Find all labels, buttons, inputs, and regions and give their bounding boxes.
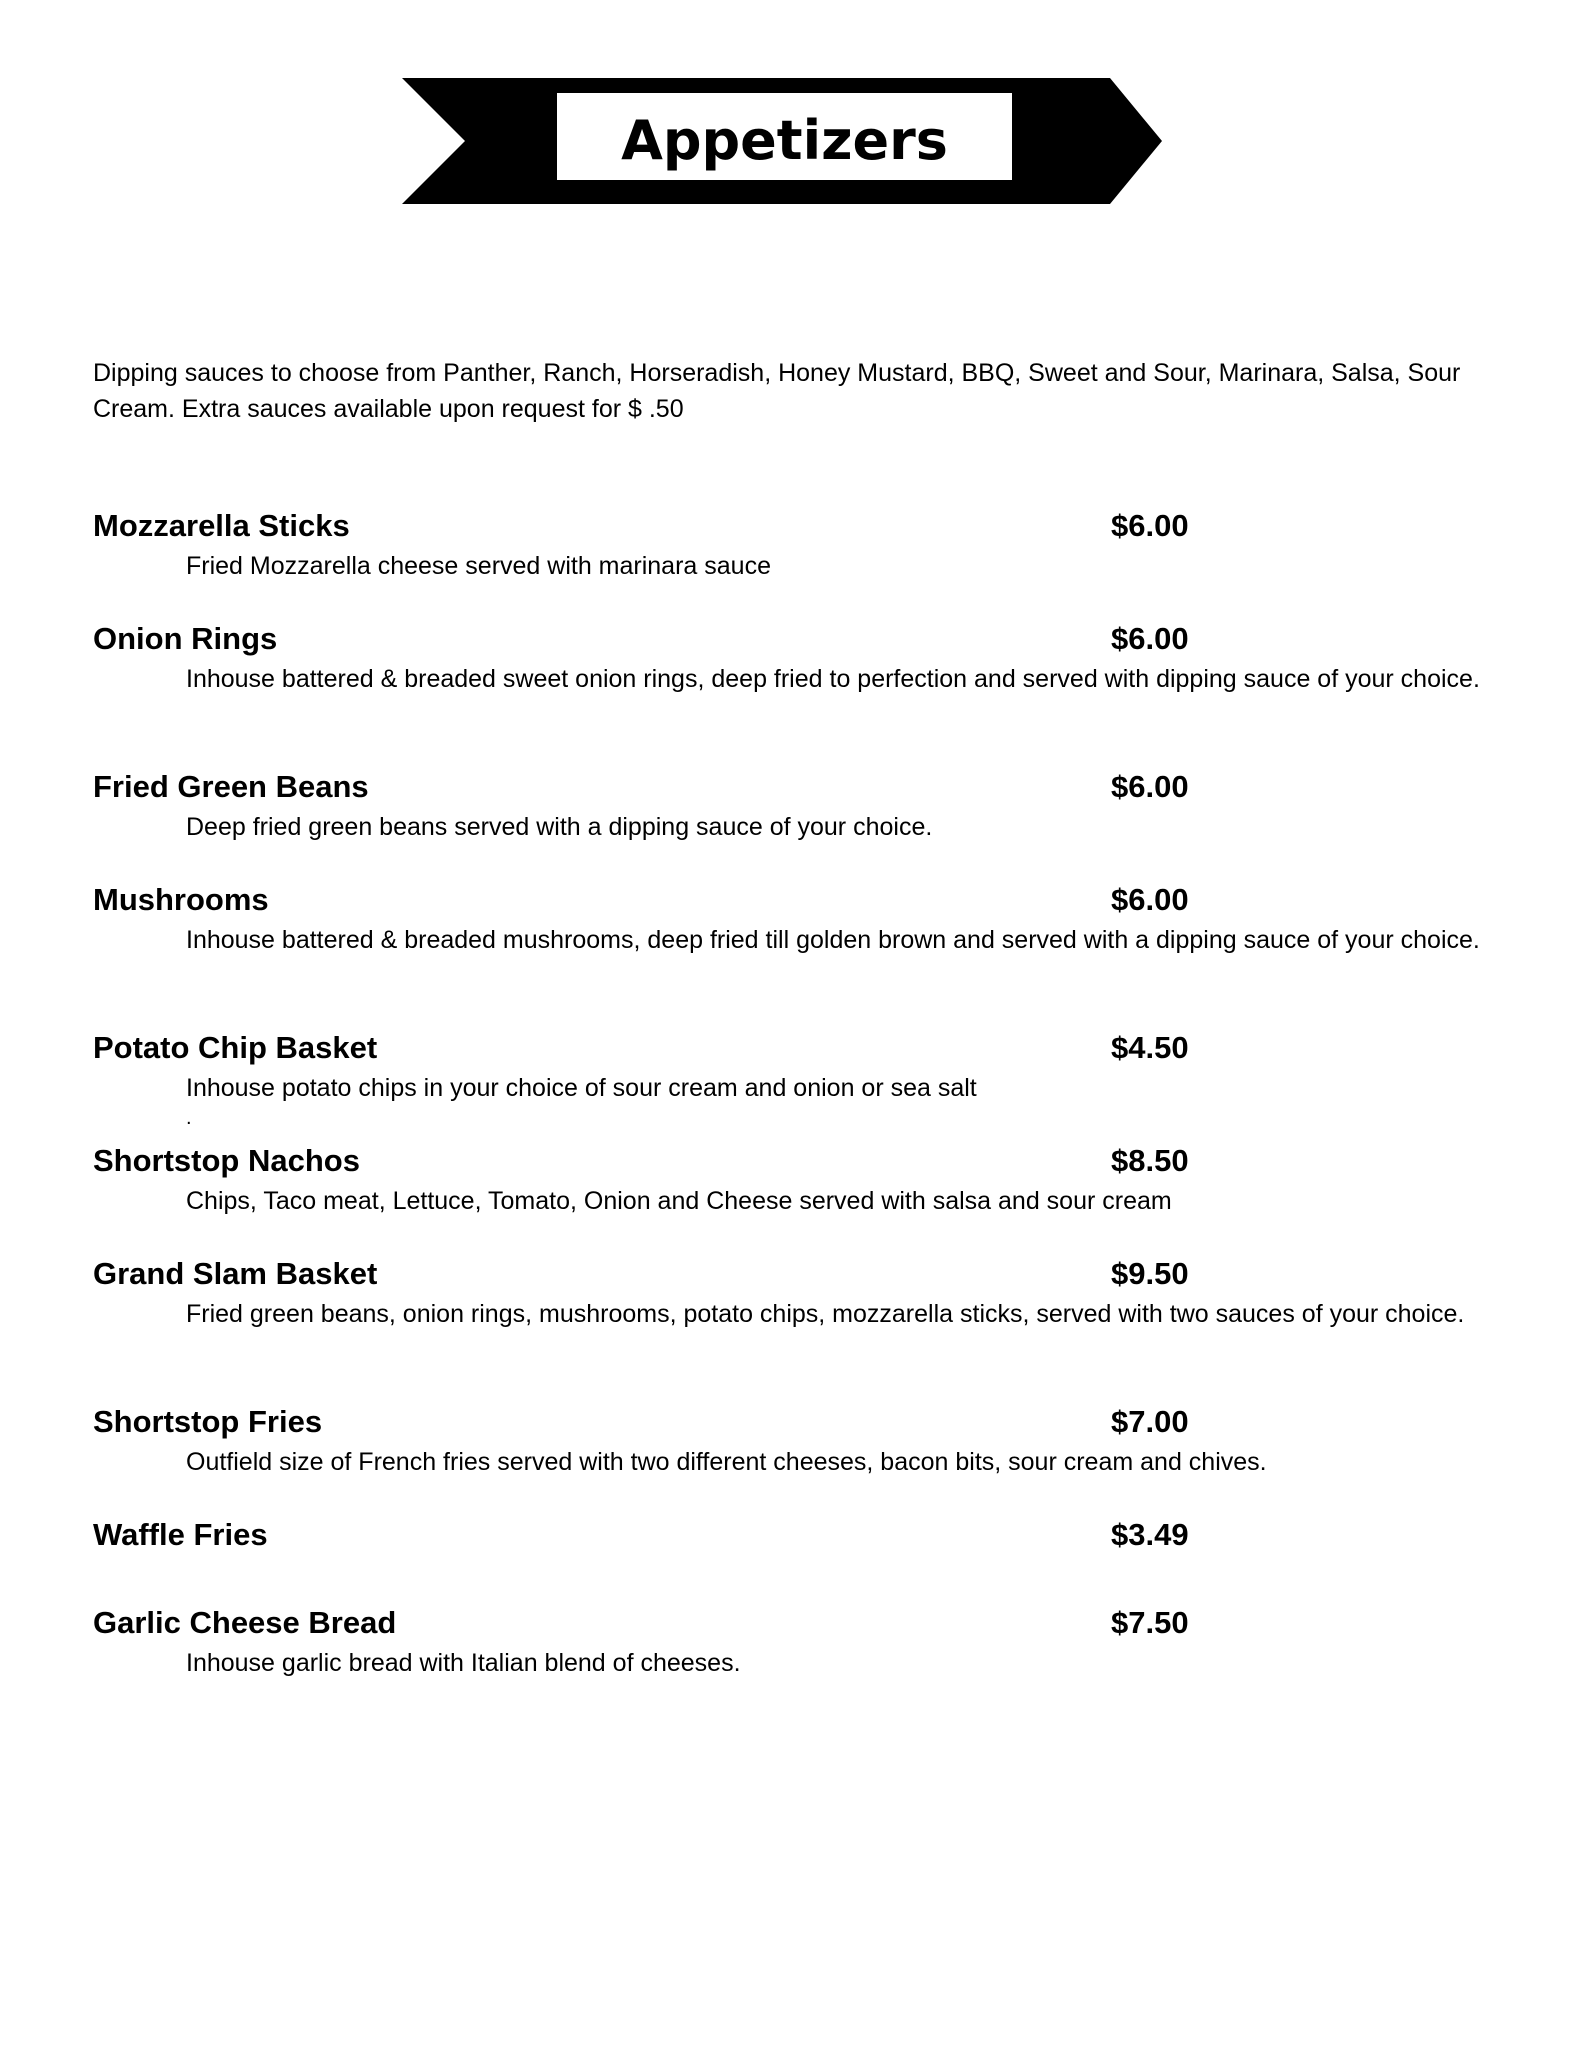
- title-banner: [402, 78, 1162, 204]
- menu-item-price: $6.00: [1111, 882, 1189, 917]
- menu-item-name: Shortstop Nachos: [93, 1143, 360, 1178]
- menu-item-name: Potato Chip Basket: [93, 1030, 378, 1065]
- menu-item-price: $7.50: [1111, 1605, 1189, 1640]
- menu-item-description: Inhouse battered & breaded sweet onion rings, deep fried to perfection and served with dipping sauce of your choice.: [186, 665, 1480, 693]
- banner-title-box: [557, 93, 1012, 180]
- page-title: Appetizers: [621, 109, 948, 172]
- menu-item-price: $7.00: [1111, 1404, 1189, 1439]
- menu-item-name: Mushrooms: [93, 882, 269, 917]
- menu-item-description: Inhouse potato chips in your choice of sour cream and onion or sea salt: [186, 1074, 977, 1102]
- menu-item-description: Chips, Taco meat, Lettuce, Tomato, Onion and Cheese served with salsa and sour cream: [186, 1187, 1172, 1215]
- menu-item-name: Grand Slam Basket: [93, 1256, 378, 1291]
- menu-item-name: Fried Green Beans: [93, 769, 369, 804]
- stray-period-mark: .: [186, 1107, 192, 1129]
- menu-item-name: Onion Rings: [93, 621, 278, 656]
- menu-item-name: Mozzarella Sticks: [93, 508, 350, 543]
- menu-item-name: Waffle Fries: [93, 1517, 268, 1552]
- menu-item-price: $4.50: [1111, 1030, 1189, 1065]
- menu-item-price: $8.50: [1111, 1143, 1189, 1178]
- menu-item-price: $6.00: [1111, 621, 1189, 656]
- menu-item-price: $6.00: [1111, 508, 1189, 543]
- menu-item-description: Fried Mozzarella cheese served with marinara sauce: [186, 552, 771, 580]
- menu-item-name: Garlic Cheese Bread: [93, 1605, 397, 1640]
- menu-item-price: $6.00: [1111, 769, 1189, 804]
- menu-item-description: Fried green beans, onion rings, mushrooms, potato chips, mozzarella sticks, served with two sauces of your choice.: [186, 1300, 1465, 1328]
- menu-item-description: Inhouse garlic bread with Italian blend of cheeses.: [186, 1649, 741, 1677]
- menu-item-description: Deep fried green beans served with a dipping sauce of your choice.: [186, 813, 933, 841]
- menu-item-price: $3.49: [1111, 1517, 1189, 1552]
- menu-item-name: Shortstop Fries: [93, 1404, 323, 1439]
- menu-item-description: Outfield size of French fries served with two different cheeses, bacon bits, sour cream and chives.: [186, 1448, 1267, 1476]
- menu-item-price: $9.50: [1111, 1256, 1189, 1291]
- dipping-sauces-note: Dipping sauces to choose from Panther, Ranch, Horseradish, Honey Mustard, BBQ, Sweet and Sour, Marinara, Salsa, Sour Cream. Extra sauces available upon request for $ .50: [93, 359, 1461, 423]
- menu-item-description: Inhouse battered & breaded mushrooms, deep fried till golden brown and served with a dipping sauce of your choice.: [186, 926, 1480, 954]
